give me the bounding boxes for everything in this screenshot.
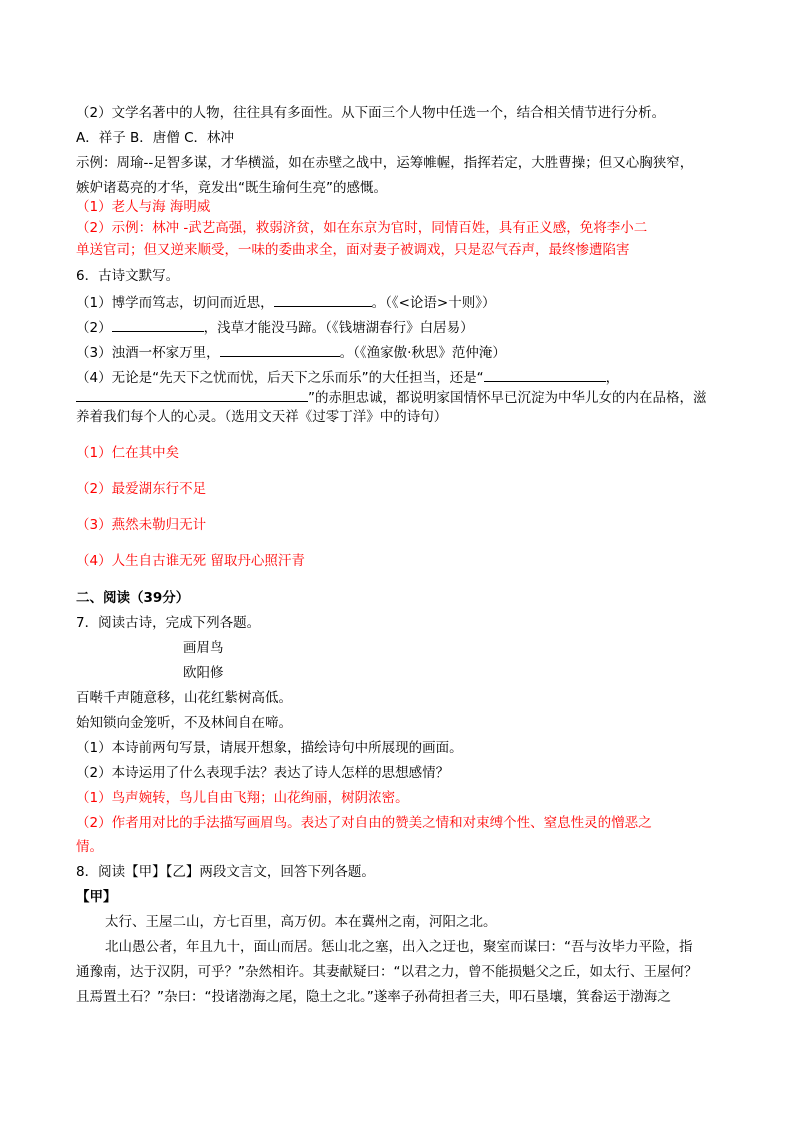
answer-5-2-line2: 单送官司；但又逆来顺受，一味的委曲求全，面对妻子被调戏，只是忍气吞声，最终惨遭陷害 xyxy=(76,242,630,258)
answer-7-1: （1）鸟声婉转，鸟儿自由飞翔；山花绚丽，树阴浓密。 xyxy=(76,790,409,806)
answer-6-1: （1）仁在其中矣 xyxy=(76,445,180,461)
q6-line3: （3）浊酒一杯家万里， 。（《渔家傲·秋思》范仲淹） xyxy=(76,342,726,362)
q5-2-prompt: （2）文学名著中的人物，往往具有多面性。从下面三个人物中任选一个，结合相关情节进行分析。 xyxy=(76,105,666,121)
poem-line1: 百啭千声随意移，山花红紫树高低。 xyxy=(76,690,292,706)
q6-line2: （2） ，浅草才能没马蹄。（《钱塘湖春行》白居易） xyxy=(76,317,726,337)
blank-5 xyxy=(76,387,308,402)
q6-line4: （4）无论是“先天下之忧而忧，后天下之乐而乐”的大任担当，还是“ ， xyxy=(76,367,726,387)
q5-2-example-line1: 示例：周瑜--足智多谋，才华横溢，如在赤壁之战中，运筹帷幄，指挥若定，大胜曹操；但又心胸狭窄， xyxy=(76,155,694,171)
answer-7-2-line2: 情。 xyxy=(76,839,103,855)
q6-heading: 6．古诗文默写。 xyxy=(76,268,180,284)
q6-line1: （1）博学而笃志，切问而近思， 。（《<论语>十则》） xyxy=(76,292,726,312)
q5-2-example-line2: 嫉妒诸葛亮的才华，竟发出“既生瑜何生亮”的感慨。 xyxy=(76,180,387,196)
q8-heading: 8．阅读【甲】【乙】两段文言文，回答下列各题。 xyxy=(76,864,375,880)
q6-line6: 养着我们每个人的心灵。（选用文天祥《过零丁洋》中的诗句） xyxy=(76,409,448,425)
blank-4 xyxy=(484,367,606,382)
answer-6-4: （4）人生自古谁无死 留取丹心照汗青 xyxy=(76,553,305,569)
q7-heading: 7．阅读古诗，完成下列各题。 xyxy=(76,615,261,631)
q6-line5: ”的赤胆忠诚，都说明家国情怀早已沉淀为中华儿女的内在品格，滋 xyxy=(76,387,726,407)
answer-6-2: （2）最爱湖东行不足 xyxy=(76,481,207,497)
q5-2-options: A．祥子 B．唐僧 C．林冲 xyxy=(76,130,235,146)
q7-sub1: （1）本诗前两句写景，请展开想象，描绘诗句中所展现的画面。 xyxy=(76,740,463,756)
q8-paragraph2-line1: 北山愚公者，年且九十，面山而居。惩山北之塞，出入之迂也，聚室而谋曰：“吾与汝毕力平险，指 xyxy=(105,939,693,955)
q8-paragraph2-line2: 通豫南，达于汉阴，可乎？”杂然相许。其妻献疑曰：“以君之力，曾不能损魁父之丘，如太行、王屋何？ xyxy=(76,964,698,980)
poem-author: 欧阳修 xyxy=(183,665,224,681)
q8-jia-label: 【甲】 xyxy=(76,889,117,905)
q7-sub2: （2）本诗运用了什么表现手法？表达了诗人怎样的思想感情？ xyxy=(76,765,450,781)
answer-6-3: （3）燕然未勒归无计 xyxy=(76,517,207,533)
answer-7-2-line1: （2）作者用对比的手法描写画眉鸟。表达了对自由的赞美之情和对束缚个性、窒息性灵的憎恶之 xyxy=(76,815,652,831)
q8-paragraph1: 太行、王屋二山，方七百里，高万仞。本在冀州之南，河阳之北。 xyxy=(105,914,497,930)
poem-title: 画眉鸟 xyxy=(183,640,224,656)
section-heading-reading: 二、阅读（39分） xyxy=(76,590,190,606)
poem-line2: 始知锁向金笼听，不及林间自在啼。 xyxy=(76,715,292,731)
answer-5-2-line1: （2）示例：林冲 -武艺高强，救弱济贫，如在东京为官时，同情百姓，具有正义感，免将李小二 xyxy=(76,220,648,236)
blank-1 xyxy=(274,292,372,307)
blank-2 xyxy=(112,317,204,332)
blank-3 xyxy=(220,342,340,357)
q8-paragraph2-line3: 且焉置土石？”杂曰：“投诸渤海之尾，隐土之北。”遂率子孙荷担者三夫，叩石垦壤，箕畚运于渤海之 xyxy=(76,989,671,1005)
answer-5-1: （1）老人与海 海明威 xyxy=(76,199,211,215)
